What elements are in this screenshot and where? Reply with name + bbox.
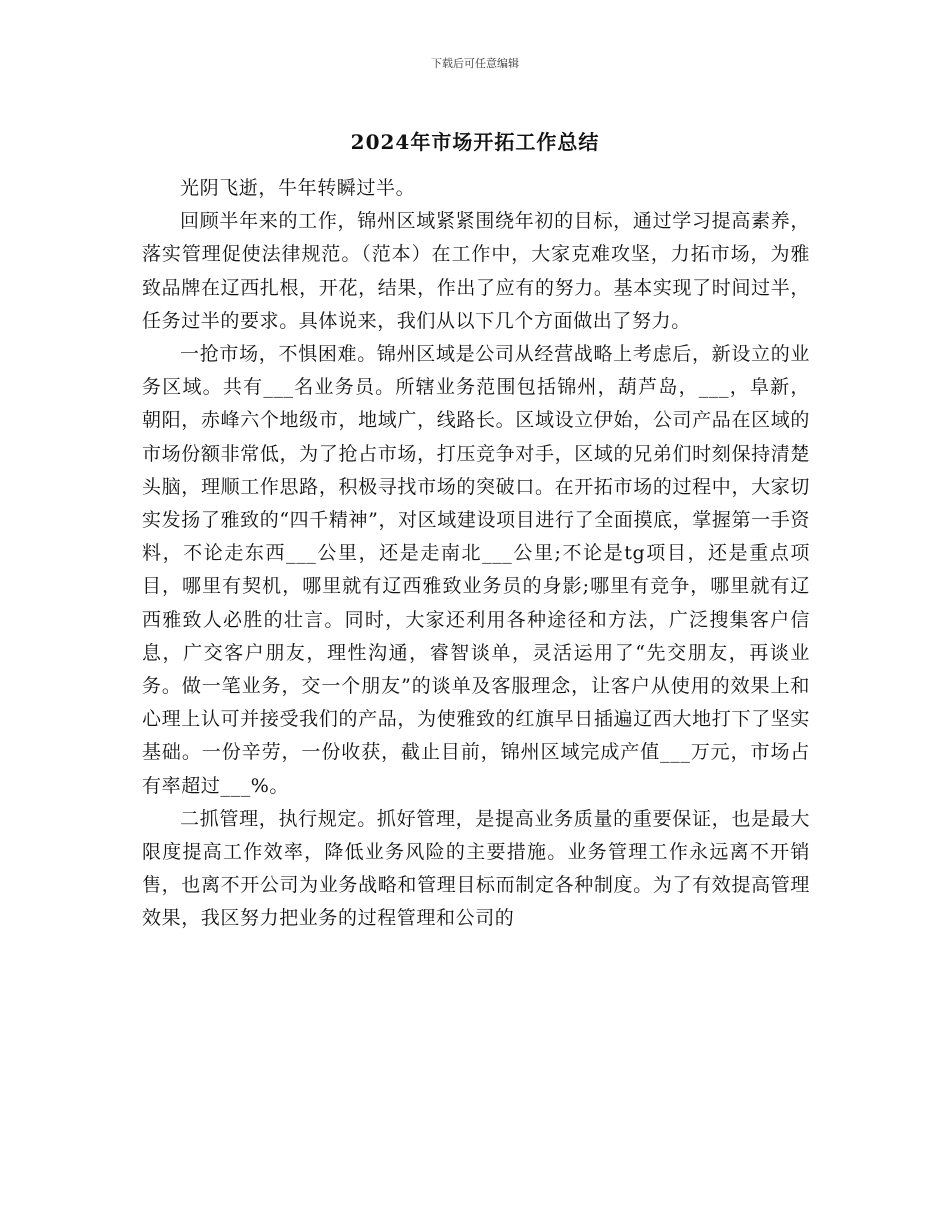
page-header-note: 下载后可任意编辑 — [431, 57, 519, 70]
paragraph-management: 二抓管理，执行规定。抓好管理，是提高业务质量的重要保证，也是最大限度提高工作效率，降低业务风险的主要措施。业务管理工作永远离不开销售，也离不开公司为业务战略和管理目标而制定各种制度。为了有效提高管理效果，我区努力把业务的过程管理和公司的 — [142, 807, 810, 930]
document-body — [142, 172, 810, 936]
paragraph-review: 回顾半年来的工作，锦州区域紧紧围绕年初的目标，通过学习提高素养，落实管理促使法律规范。（范本）在工作中，大家克难攻坚，力拓市场，为雅致品牌在辽西扎根，开花，结果，作出了应有的努力。基本实现了时间过半，任务过半的要求。具体说来，我们从以下几个方面做出了努力。 — [142, 210, 810, 332]
paragraph-market: 一抢市场，不惧困难。锦州区域是公司从经营战略上考虑后，新设立的业务区域。共有___名业务员。所辖业务范围包括锦州，葫芦岛，___，阜新，朝阳，赤峰六个地级市，地域广，线路长。区域设立伊始，公司产品在区域的市场份额非常低，为了抢占市场，打压竞争对手，区域的兄弟们时刻保持清楚头脑，理顺工作思路，积极寻找市场的突破口。在开拓市场的过程中，大家切实发扬了雅致的“四千精神”，对区域建设项目进行了全面摸底，掌握第一手资料，不论走东西___公里，还是走南北___公里;不论是tg项目，还是重点项目，哪里有契机，哪里就有辽西雅致业务员的身影;哪里有竞争，哪里就有辽西雅致人必胜的壮言。同时，大家还利用各种途径和方法，广泛搜集客户信息，广交客户朋友，理性沟通，睿智谈单，灵活运用了“先交朋友，再谈业务。做一笔业务，交一个朋友”的谈单及客服理念，让客户从使用的效果上和心理上认可并接受我们的产品，为使雅致的红旗早日插遍辽西大地打下了坚实基础。一份辛劳，一份收获，截止目前，锦州区域完成产值___万元，市场占有率超过___%。 — [142, 343, 810, 797]
document-title: 2024年市场开拓工作总结 — [350, 130, 600, 154]
paragraph-intro: 光阴飞逝，牛年转瞬过半。 — [180, 177, 416, 199]
